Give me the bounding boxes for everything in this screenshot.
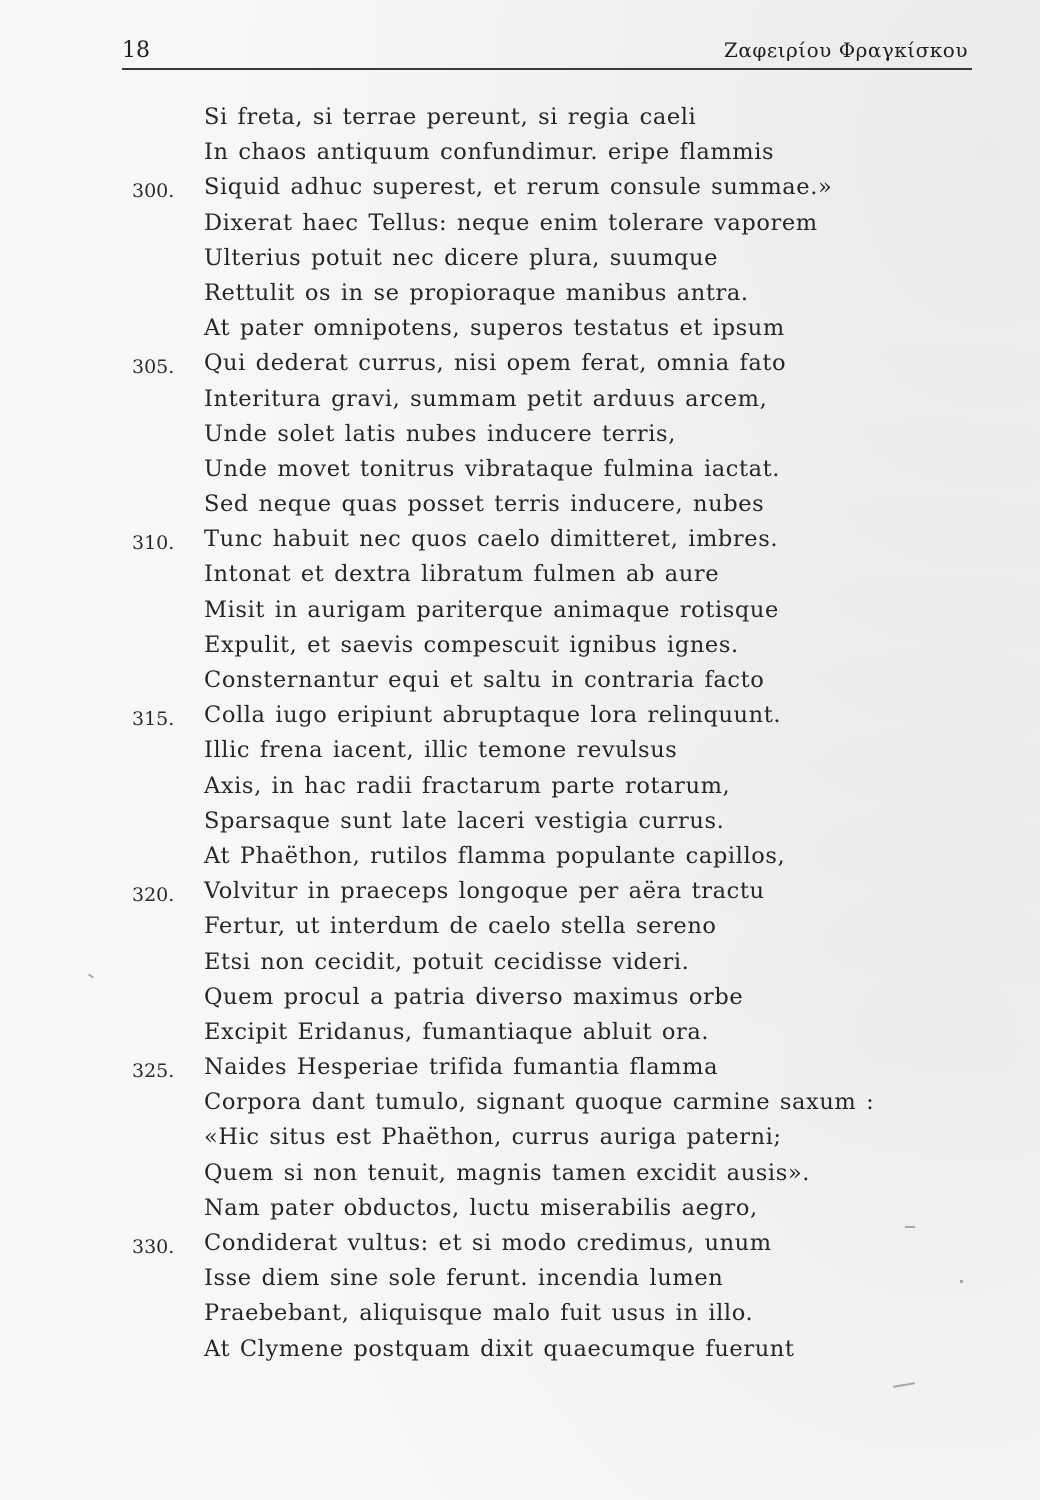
verse-line [0, 804, 1040, 839]
verse-line [0, 1296, 1040, 1331]
running-head: Ζαφειρίου Φραγκίσκου [723, 38, 968, 62]
verse-text: At Phaëthon, rutilos flamma populante capillos, [204, 842, 786, 869]
verse-line [0, 945, 1040, 980]
verse-line [0, 980, 1040, 1015]
verse-line [0, 100, 1040, 135]
line-number: 330. [132, 1236, 175, 1258]
line-number: 315. [132, 708, 175, 731]
verse-text: At Clymene postquam dixit quaecumque fuerunt [204, 1335, 795, 1362]
verse-text: Dixerat haec Tellus: neque enim tolerare vaporem [204, 209, 818, 236]
header-rule [122, 68, 972, 70]
verse-line [0, 1226, 1040, 1261]
verse-text: Unde solet latis nubes inducere terris, [204, 420, 676, 447]
verse-line [0, 874, 1040, 909]
verse-text: Quem si non tenuit, magnis tamen excidit ausis». [204, 1159, 810, 1186]
verse-block [0, 100, 1040, 1367]
verse-line [0, 663, 1040, 698]
verse-line [0, 839, 1040, 874]
verse-line [0, 698, 1040, 733]
verse-line [0, 276, 1040, 311]
verse-line [0, 311, 1040, 346]
verse-line [0, 241, 1040, 276]
line-number: 320. [132, 884, 175, 907]
verse-text: Rettulit os in se propioraque manibus antra. [204, 279, 749, 306]
verse-line [0, 382, 1040, 417]
verse-text: Quem procul a patria diverso maximus orbe [204, 983, 744, 1010]
verse-line [0, 1120, 1040, 1155]
verse-text: Qui dederat currus, nisi opem ferat, omnia fato [204, 350, 787, 377]
verse-line [0, 170, 1040, 205]
verse-line [0, 206, 1040, 241]
verse-line [0, 1332, 1040, 1367]
verse-line [0, 593, 1040, 628]
verse-text: Unde movet tonitrus vibrataque fulmina iactat. [204, 455, 781, 482]
line-number: 310. [132, 532, 175, 555]
verse-line [0, 1085, 1040, 1120]
verse-line [0, 452, 1040, 487]
verse-text: Fertur, ut interdum de caelo stella sereno [204, 913, 717, 940]
verse-text: Colla iugo eripiunt abruptaque lora relinquunt. [204, 702, 782, 729]
verse-text: «Hic situs est Phaëthon, currus auriga paterni; [204, 1124, 782, 1151]
verse-text: Illic frena iacent, illic temone revulsus [204, 737, 678, 764]
verse-line [0, 1261, 1040, 1296]
verse-line [0, 522, 1040, 557]
verse-text: In chaos antiquum confundimur. eripe flammis [204, 139, 775, 166]
verse-line [0, 1191, 1040, 1226]
verse-text: Intonat et dextra libratum fulmen ab aure [204, 561, 720, 588]
verse-text: Siquid adhuc superest, et rerum consule summae.» [204, 174, 833, 201]
verse-text: Ulterius potuit nec dicere plura, suumque [204, 244, 719, 271]
verse-line [0, 557, 1040, 592]
verse-text: Excipit Eridanus, fumantiaque abluit ora. [204, 1018, 710, 1045]
scan-speck [960, 1280, 963, 1283]
verse-text: Axis, in hac radii fractarum parte rotarum, [204, 772, 731, 799]
verse-line [0, 1156, 1040, 1191]
verse-text: Corpora dant tumulo, signant quoque carmine saxum : [204, 1089, 875, 1116]
verse-text: Sparsaque sunt late laceri vestigia currus. [204, 807, 725, 834]
verse-text: Misit in aurigam pariterque animaque rotisque [204, 596, 779, 623]
verse-text: At pater omnipotens, superos testatus et ipsum [204, 315, 785, 342]
verse-line [0, 628, 1040, 663]
verse-text: Sed neque quas posset terris inducere, nubes [204, 491, 765, 518]
verse-line [0, 1015, 1040, 1050]
verse-text: Etsi non cecidit, potuit cecidisse videri. [204, 948, 690, 975]
verse-line [0, 1050, 1040, 1085]
verse-text: Nam pater obductos, luctu miserabilis aegro, [204, 1194, 758, 1221]
verse-line [0, 909, 1040, 944]
line-number: 300. [132, 180, 175, 203]
verse-line [0, 769, 1040, 804]
verse-text: Condiderat vultus: et si modo credimus, unum [204, 1230, 772, 1256]
line-number: 325. [132, 1060, 175, 1083]
verse-text: Isse diem sine sole ferunt. incendia lumen [204, 1265, 724, 1292]
scan-speck [893, 1382, 915, 1388]
page-header [122, 34, 970, 68]
verse-line [0, 135, 1040, 170]
page-number: 18 [122, 38, 150, 63]
verse-text: Consternantur equi et saltu in contraria facto [204, 667, 765, 693]
verse-line [0, 346, 1040, 381]
scan-speck [905, 1226, 915, 1228]
verse-line [0, 733, 1040, 768]
verse-text: Volvitur in praeceps longoque per aëra tractu [204, 878, 765, 905]
verse-text: Interitura gravi, summam petit arduus arcem, [204, 385, 768, 412]
verse-text: Naides Hesperiae trifida fumantia flamma [204, 1054, 719, 1081]
line-number: 305. [132, 356, 175, 379]
verse-line [0, 417, 1040, 452]
verse-text: Si freta, si terrae pereunt, si regia caeli [204, 104, 697, 130]
verse-text: Tunc habuit nec quos caelo dimitteret, imbres. [204, 526, 779, 553]
verse-line [0, 487, 1040, 522]
verse-text: Expulit, et saevis compescuit ignibus ignes. [204, 631, 739, 658]
verse-text: Praebebant, aliquisque malo fuit usus in illo. [204, 1300, 754, 1327]
